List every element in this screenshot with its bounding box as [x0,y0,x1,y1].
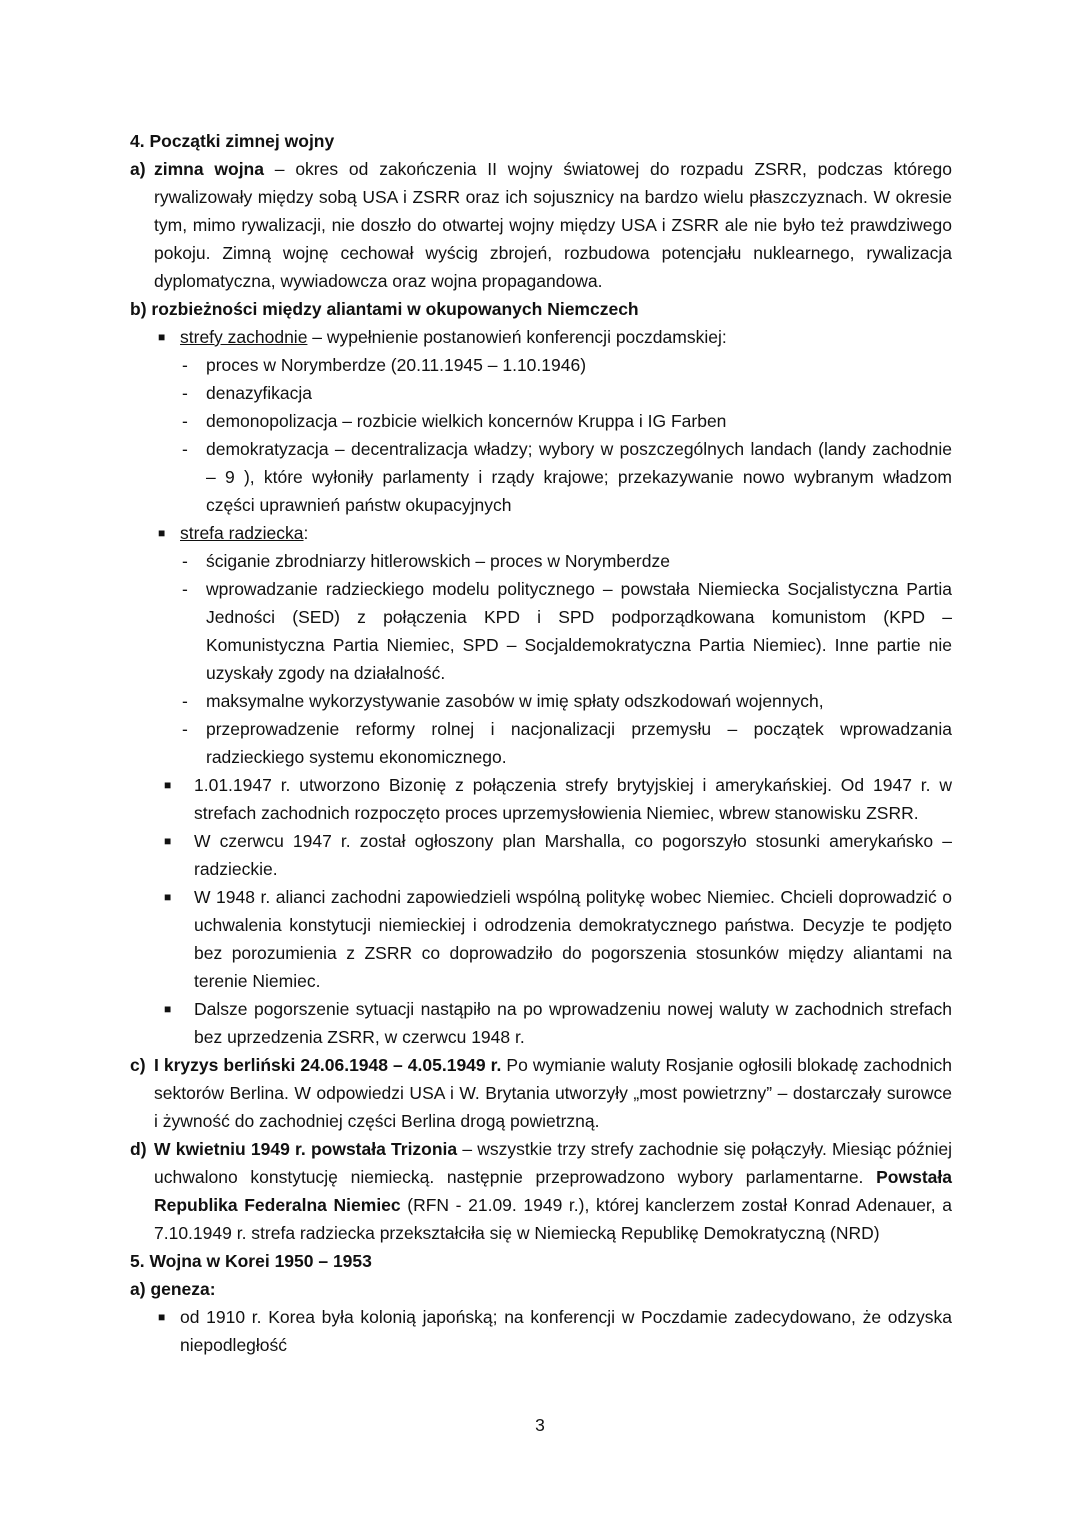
genesis-item [130,1303,952,1359]
trizonia-title: W kwietniu 1949 r. powstała Trizonia [154,1139,458,1159]
event-text: Dalsze pogorszenie sytuacji nastąpiło na po wprowadzeniu nowej waluty w zachodnich strefach bez uprzedzenia ZSRR, w czerwcu 1948 r. [194,999,952,1047]
item-label-d: d) [130,1139,147,1159]
item-label-a: a) [130,1279,146,1299]
list-item-text: demonopolizacja – rozbicie wielkich koncernów Kruppa i IG Farben [206,411,727,431]
genesis-text: od 1910 r. Korea była kolonią japońską; na konferencji w Poczdamie zadecydowano, że odzyska niepodległość [180,1307,952,1355]
list-item-text: przeprowadzenie reformy rolnej i nacjonalizacji przemysłu – początek wprowadzania radzieckiego systemu ekonomicznego. [206,719,952,767]
square-bullet-icon: ■ [158,330,166,344]
list-item [130,687,952,715]
list-item [130,407,952,435]
list-item [130,715,952,771]
square-bullet-icon: ■ [164,1002,172,1016]
section-4-heading: 4. Początki zimnej wojny [130,131,335,151]
item-label-c: c) [130,1055,146,1075]
list-item-text: maksymalne wykorzystywanie zasobów w imię spłaty odszkodowań wojennych, [206,691,824,711]
dash-bullet-icon: - [182,383,188,403]
item-label-b: b) [130,299,147,319]
dash-bullet-icon: - [182,579,188,599]
list-item-text: ściganie zbrodniarzy hitlerowskich – proces w Norymberdze [206,551,670,571]
event-item [130,883,952,995]
soviet-zone-title: strefa radziecka [180,523,304,543]
list-item-text: wprowadzanie radzieckiego modelu politycznego – powstała Niemiecka Socjalistyczna Partia Jedności (SED) z połączenia KPD i SPD podporządkowana komunistom (KPD – Komunistyczna Partia Niemiec, SPD – Socjaldemokratyczna Partia Niemiec). Inne partie nie uzyskały zgody na działalność. [206,579,952,683]
square-bullet-icon: ■ [158,526,166,540]
cold-war-definition: – okres od zakończenia II wojny światowej do rozpadu ZSRR, podczas którego rywalizowały między sobą USA i ZSRR oraz ich sojusznicy na bardzo wielu płaszczyznach. W okresie tym, mimo rywalizacji, nie doszło do otwartej wojny między USA i ZSRR ale nie było też prawdziwego pokoju. Zimną wojnę cechował wyścig zbrojeń, rozbudowa potencjału nuklearnego, rywalizacja dyplomatyczna, wywiadowcza oraz wojna propagandowa. [154,159,952,291]
soviet-zone-colon: : [303,523,309,543]
paragraph-a-cold-war [130,155,952,295]
section-5-subheading [130,1275,952,1303]
square-bullet-icon: ■ [164,778,172,792]
western-zones-title: strefy zachodnie [180,327,308,347]
list-item [130,351,952,379]
square-bullet-icon: ■ [158,1310,166,1324]
item-label-a: a) [130,159,146,179]
document-body [130,127,952,1359]
term-cold-war: zimna wojna [154,159,264,179]
event-text: W czerwcu 1947 r. został ogłoszony plan Marshalla, co pogorszyło stosunki amerykańsko – radzieckie. [194,831,952,879]
event-text: W 1948 r. alianci zachodni zapowiedzieli wspólną politykę wobec Niemiec. Chcieli doprowadzić o uchwalenia konstytucji niemieckiej i odrodzenia demokratycznego państwa. Decyzje te podjęto bez porozumienia z ZSRR co doprowadziło do pogorszenia stosunków między aliantami na terenie Niemiec. [194,887,952,991]
list-item-text: denazyfikacja [206,383,313,403]
dash-bullet-icon: - [182,411,188,431]
list-item-text: proces w Norymberdze (20.11.1945 – 1.10.1946) [206,355,587,375]
event-item [130,827,952,883]
dash-bullet-icon: - [182,719,188,739]
genesis-title: geneza: [150,1279,216,1299]
list-item [130,575,952,687]
event-text: 1.01.1947 r. utworzono Bizonię z połączenia strefy brytyjskiej i amerykańskiej. Od 1947 r. w strefach zachodnich rozpoczęto proces uprzemysłowienia Niemiec, wbrew stanowisku ZSRR. [194,775,952,823]
berlin-crisis-text: Po wymianie waluty Rosjanie ogłosili blokadę zachodnich sektorów Berlina. W odpowiedzi USA i W. Brytania utworzyły „most powietrzny” – dostarczały surowce i żywność do zachodniej części Berlina drogą powietrzną. [154,1055,952,1131]
square-bullet-icon: ■ [164,890,172,904]
square-bullet-icon: ■ [164,834,172,848]
western-zones-intro: – wypełnienie postanowień konferencji poczdamskiej: [307,327,727,347]
paragraph-d-trizonia [130,1135,952,1247]
dash-bullet-icon: - [182,439,188,459]
trizonia-text: – wszystkie trzy strefy zachodnie się połączyły. Miesiąc później uchwalono konstytucję niemiecką. następnie przeprowadzono wybory parlamentarne. [154,1139,952,1187]
list-item [130,435,952,519]
event-item [130,771,952,827]
paragraph-c-berlin-crisis [130,1051,952,1135]
soviet-zone-item [130,519,952,547]
dash-bullet-icon: - [182,551,188,571]
list-item [130,379,952,407]
subsection-b-title: rozbieżności między aliantami w okupowanych Niemczech [151,299,639,319]
section-5-heading: 5. Wojna w Korei 1950 – 1953 [130,1251,372,1271]
dash-bullet-icon: - [182,691,188,711]
frg-title: Powstała Republika Federalna Niemiec [154,1167,952,1215]
dash-bullet-icon: - [182,355,188,375]
event-item [130,995,952,1051]
page-number: 3 [535,1415,545,1435]
list-item-text: demokratyzacja – decentralizacja władzy; wybory w poszczególnych landach (landy zachodnie – 9 ), które wyłoniły parlamenty i rządy krajowe; przekazywanie nowo wybranym władzom części uprawnień państw okupacyjnych [206,439,952,515]
list-item [130,547,952,575]
frg-text: (RFN - 21.09. 1949 r.), której kanclerzem został Konrad Adenauer, a 7.10.1949 r. strefa radziecka przekształciła się w Niemiecką Republikę Demokratyczną (NRD) [154,1195,952,1243]
subsection-b-heading [130,295,952,323]
western-zones-item [130,323,952,351]
berlin-crisis-title: I kryzys berliński 24.06.1948 – 4.05.1949 r. [154,1055,502,1075]
